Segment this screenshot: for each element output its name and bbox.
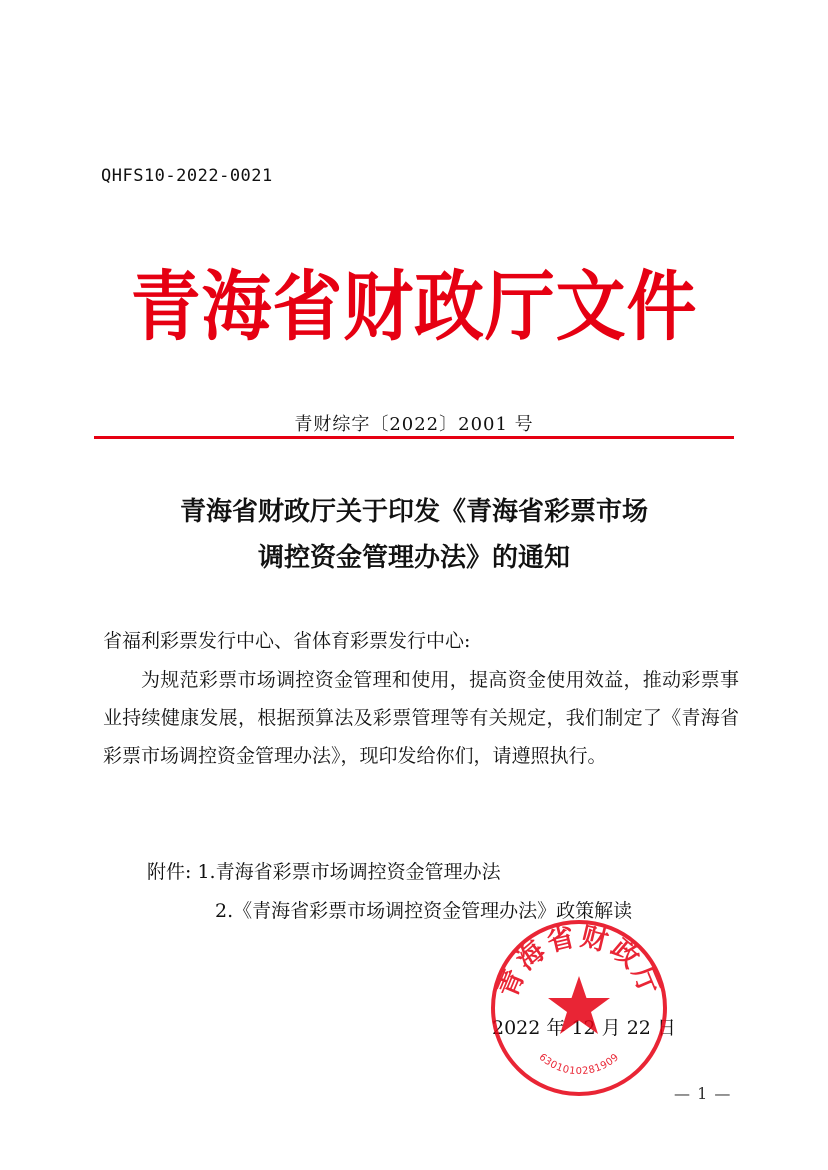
document-number: 青财综字〔2022〕2001 号 [294,414,534,435]
attachments-label: 附件: [147,861,192,883]
title-line-1: 青海省财政厅关于印发《青海省彩票市场 [179,497,648,527]
title-line-2: 调控资金管理办法》的通知 [257,543,570,573]
attachment-row-1 [147,853,632,892]
document-header: 青海省财政厅文件 [130,262,698,351]
attachment-item: 2.《青海省彩票市场调控资金管理办法》政策解读 [215,900,633,922]
official-seal-icon [489,918,669,1098]
document-code: QHFS10-2022-0021 [101,166,273,186]
svg-text:6301010281909: 6301010281909 [536,1051,622,1078]
document-title [0,489,828,581]
page-number: — 1 — [674,1084,732,1103]
svg-text:青海省财政厅: 青海省财政厅 [492,921,666,1002]
body-paragraph: 为规范彩票市场调控资金管理和使用，提高资金使用效益，推动彩票事业持续健康发展，根据预算法及彩票管理等有关规定，我们制定了《青海省彩票市场调控资金管理办法》，现印发给你们，请遵照执行。 [103,669,739,767]
addressee: 省福利彩票发行中心、省体育彩票发行中心: [103,630,471,652]
issue-date: 2022 年 12 月 22 日 [492,1017,676,1039]
attachment-item: 1.青海省彩票市场调控资金管理办法 [197,861,501,883]
red-divider [94,436,734,439]
